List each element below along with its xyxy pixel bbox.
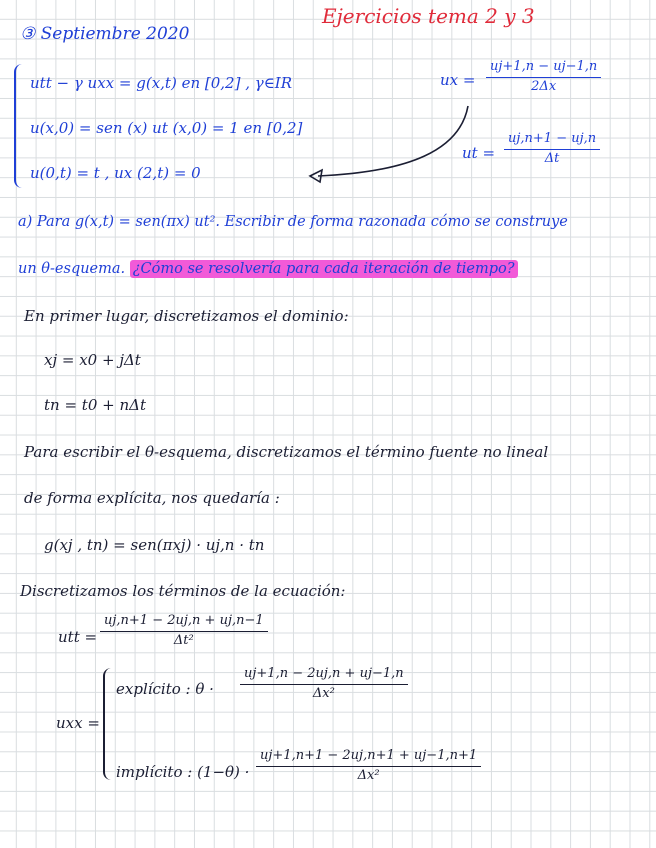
paragraph-line-2: de forma explícita, nos quedaría : [24,489,280,507]
xj-definition: xj = x0 + jΔt [44,351,141,369]
ut-denominator: Δt [544,150,560,166]
implicit-fraction [256,749,481,784]
ux-numerator: uj+1,n − uj−1,n [486,60,601,78]
ux-label: ux = [440,71,476,89]
question-line-1: a) Para g(x,t) = sen(πx) ut². Escribir de forma razonada cómo se construye [18,214,568,230]
ut-fraction [504,132,600,167]
ut-label: ut = [462,144,496,162]
terms-heading: Discretizamos los términos de la ecuación: [20,582,346,600]
explicit-numerator: uj+1,n − 2uj,n + uj−1,n [240,667,408,685]
system-brace [14,64,26,188]
source-term-discretization: g(xj , tn) = sen(πxj) · uj,n · tn [44,536,265,554]
utt-denominator: Δt² [173,632,194,648]
utt-fraction [100,614,268,649]
implicit-label: implícito : (1−θ) · [116,763,250,781]
explicit-denominator: Δx² [312,685,335,701]
curved-arrow-icon [300,100,480,190]
highlighted-question: ¿Cómo se resolvería para cada iteración de tiempo? [130,260,518,278]
ux-denominator: 2Δx [531,78,557,94]
ux-fraction [486,60,601,95]
equation-pde: utt − γ uxx = g(x,t) en [0,2] , γ∈IR [30,74,293,92]
utt-numerator: uj,n+1 − 2uj,n + uj,n−1 [100,614,268,632]
implicit-numerator: uj+1,n+1 − 2uj,n+1 + uj−1,n+1 [256,749,481,767]
explicit-label: explícito : θ · [116,680,214,698]
utt-label: utt = [58,628,98,646]
equation-boundary-conditions: u(0,t) = t , ux (2,t) = 0 [30,164,201,182]
uxx-brace [103,668,115,780]
date-heading: ③ Septiembre 2020 [20,24,190,44]
ut-numerator: uj,n+1 − uj,n [504,132,600,150]
question-prefix: un θ-esquema. [18,261,126,277]
question-line-2 [18,262,518,277]
paragraph-line-1: Para escribir el θ-esquema, discretizamos el término fuente no lineal [24,443,549,461]
intro-text: En primer lugar, discretizamos el dominio: [24,307,349,325]
implicit-denominator: Δx² [357,767,380,783]
explicit-fraction [240,667,408,702]
equation-initial-conditions: u(x,0) = sen (x) ut (x,0) = 1 en [0,2] [30,119,303,137]
page-title: Ejercicios tema 2 y 3 [322,4,535,28]
uxx-label: uxx = [56,714,100,732]
tn-definition: tn = t0 + nΔt [44,396,146,414]
